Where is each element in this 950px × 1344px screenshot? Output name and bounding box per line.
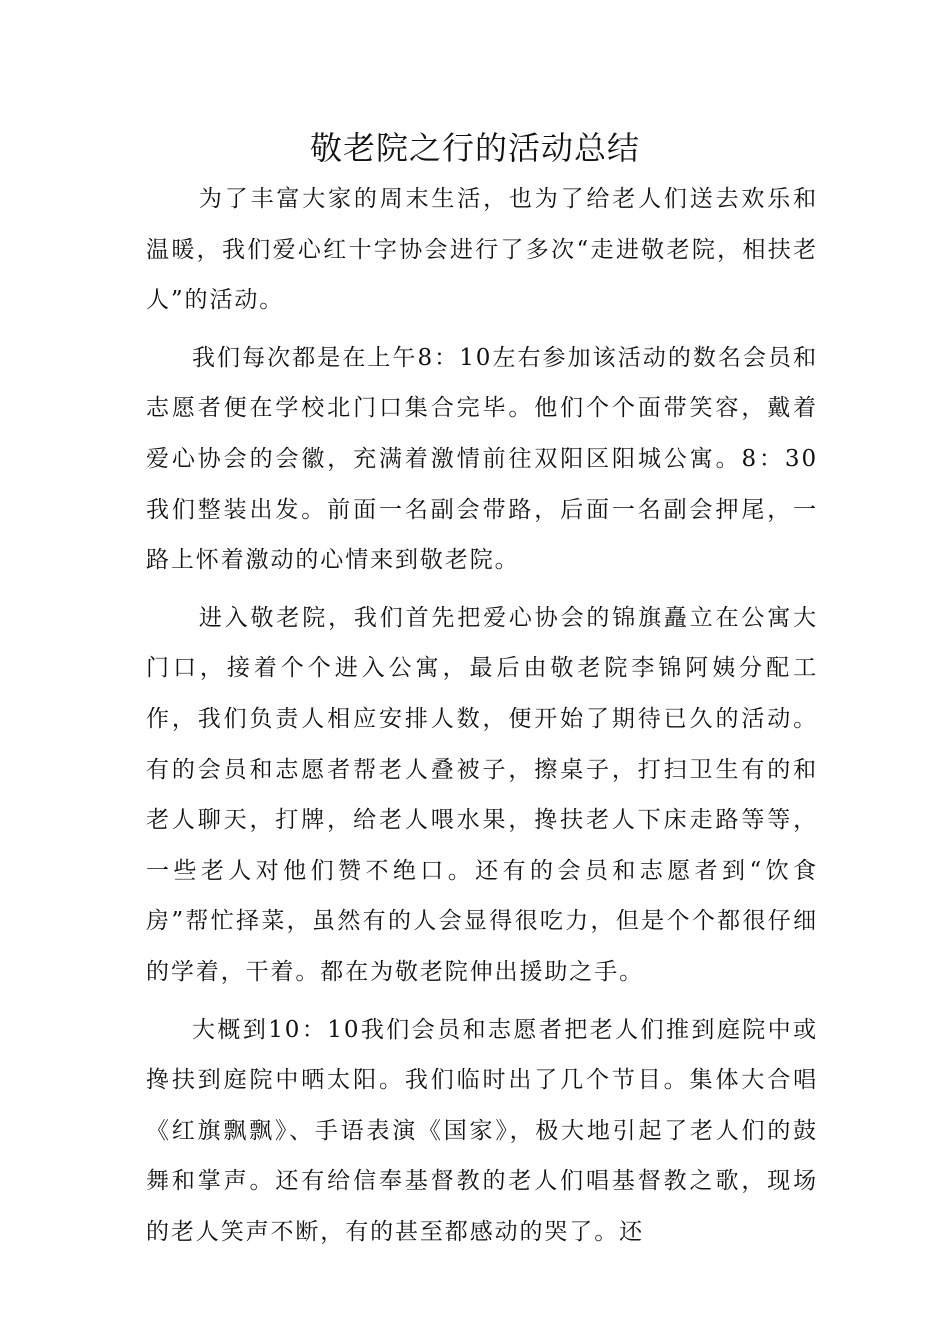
document-body: [146, 174, 818, 1257]
paragraph-4: 大概到10：10我们会员和志愿者把老人们推到庭院中或搀扶到庭院中晒太阳。我们临时出了几个节目。集体大合唱《红旗飘飘》、手语表演《国家》，极大地引起了老人们的鼓舞和掌声。还有给信奉基督教的老人们唱基督教之歌，现场的老人笑声不断，有的甚至都感动的哭了。还: [146, 1016, 818, 1245]
document-title: 敬老院之行的活动总结: [309, 129, 640, 167]
paragraph-1: 为了丰富大家的周末生活，也为了给老人们送去欢乐和温暖，我们爱心红十字协会进行了多次“走进敬老院，相扶老人”的活动。: [146, 186, 818, 314]
paragraph-3: 进入敬老院，我们首先把爱心协会的锦旗矗立在公寓大门口，接着个个进入公寓，最后由敬老院李锦阿姨分配工作，我们负责人相应安排人数，便开始了期待已久的活动。有的会员和志愿者帮老人叠被子，擦桌子，打扫卫生有的和老人聊天，打牌，给老人喂水果，搀扶老人下床走路等等，一些老人对他们赞不绝口。还有的会员和志愿者到“饮食房”帮忙择菜，虽然有的人会显得很吃力，但是个个都很仔细的学着，干着。都在为敬老院伸出援助之手。: [146, 604, 818, 985]
paragraph-2: 我们每次都是在上午8：10左右参加该活动的数名会员和志愿者便在学校北门口集合完毕。他们个个面带笑容，戴着爱心协会的会徽，充满着激情前往双阳区阳城公寓。8：30我们整装出发。前面一名副会带路，后面一名副会押尾，一路上怀着激动的心情来到敬老院。: [146, 344, 818, 574]
